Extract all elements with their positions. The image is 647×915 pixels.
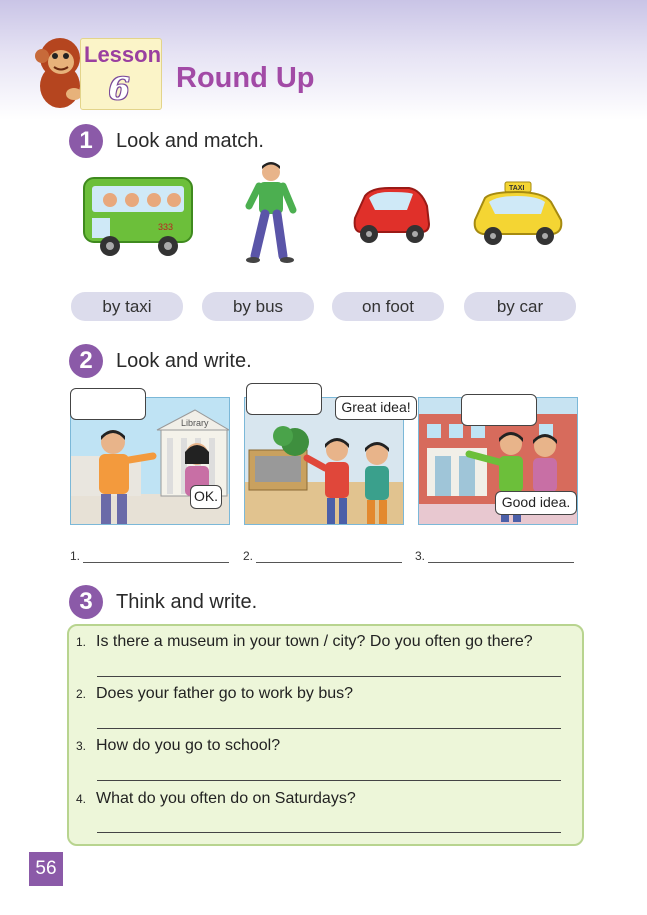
lesson-label: Lesson <box>84 42 162 67</box>
reply-bubble-2: Great idea! <box>335 396 417 420</box>
bus-picture <box>80 170 196 262</box>
think-and-write-box <box>67 624 584 846</box>
question-1-answer-line[interactable] <box>97 676 561 677</box>
answer-row-3 <box>415 549 574 563</box>
answer-row-2 <box>243 549 402 563</box>
taxi-picture <box>471 180 565 250</box>
option-by-car: by car <box>464 292 576 321</box>
question-2-answer-line[interactable] <box>97 728 561 729</box>
question-3-answer-line[interactable] <box>97 780 561 781</box>
question-2 <box>76 685 353 703</box>
answer-label-2: 2. <box>243 549 254 563</box>
answer-label-3: 3. <box>415 549 426 563</box>
question-3-text: How do you go to school? <box>96 737 281 754</box>
section-2-number: 2 <box>69 344 103 378</box>
question-1-text: Is there a museum in your town / city? Do you often go there? <box>96 633 533 650</box>
monkey-mascot-icon <box>34 34 86 110</box>
red-car-picture <box>349 180 433 246</box>
reply-bubble-3: Good idea. <box>495 491 577 515</box>
bus-sign: 333 <box>158 222 174 232</box>
section-1-number: 1 <box>69 124 103 158</box>
page-title: Round Up <box>176 62 315 94</box>
answer-line-3[interactable] <box>428 550 574 563</box>
taxi-sign: TAXI <box>509 185 525 192</box>
question-4-text: What do you often do on Saturdays? <box>96 790 356 807</box>
section-1-title: Look and match. <box>116 130 264 152</box>
library-sign: Library <box>181 418 209 428</box>
option-by-bus: by bus <box>202 292 314 321</box>
answer-line-1[interactable] <box>83 550 229 563</box>
option-on-foot: on foot <box>332 292 444 321</box>
reply-bubble-1: OK. <box>190 485 222 509</box>
question-3-number: 3. <box>76 739 87 753</box>
empty-speech-bubble-3 <box>461 394 537 426</box>
answer-row-1 <box>70 549 229 563</box>
lesson-number: 6 <box>108 72 130 107</box>
answer-line-2[interactable] <box>256 550 402 563</box>
question-4-answer-line[interactable] <box>97 832 561 833</box>
question-4 <box>76 790 356 808</box>
empty-speech-bubble-1 <box>70 388 146 420</box>
section-2-title: Look and write. <box>116 350 252 372</box>
question-2-text: Does your father go to work by bus? <box>96 685 354 702</box>
section-3-number: 3 <box>69 585 103 619</box>
page-number: 56 <box>29 852 63 886</box>
section-3-title: Think and write. <box>116 591 258 613</box>
question-3 <box>76 737 280 755</box>
question-1-number: 1. <box>76 635 87 649</box>
question-1 <box>76 633 533 651</box>
empty-speech-bubble-2 <box>246 383 322 415</box>
walking-boy-picture <box>243 160 299 266</box>
question-2-number: 2. <box>76 687 87 701</box>
question-4-number: 4. <box>76 792 87 806</box>
option-by-taxi: by taxi <box>71 292 183 321</box>
answer-label-1: 1. <box>70 549 81 563</box>
